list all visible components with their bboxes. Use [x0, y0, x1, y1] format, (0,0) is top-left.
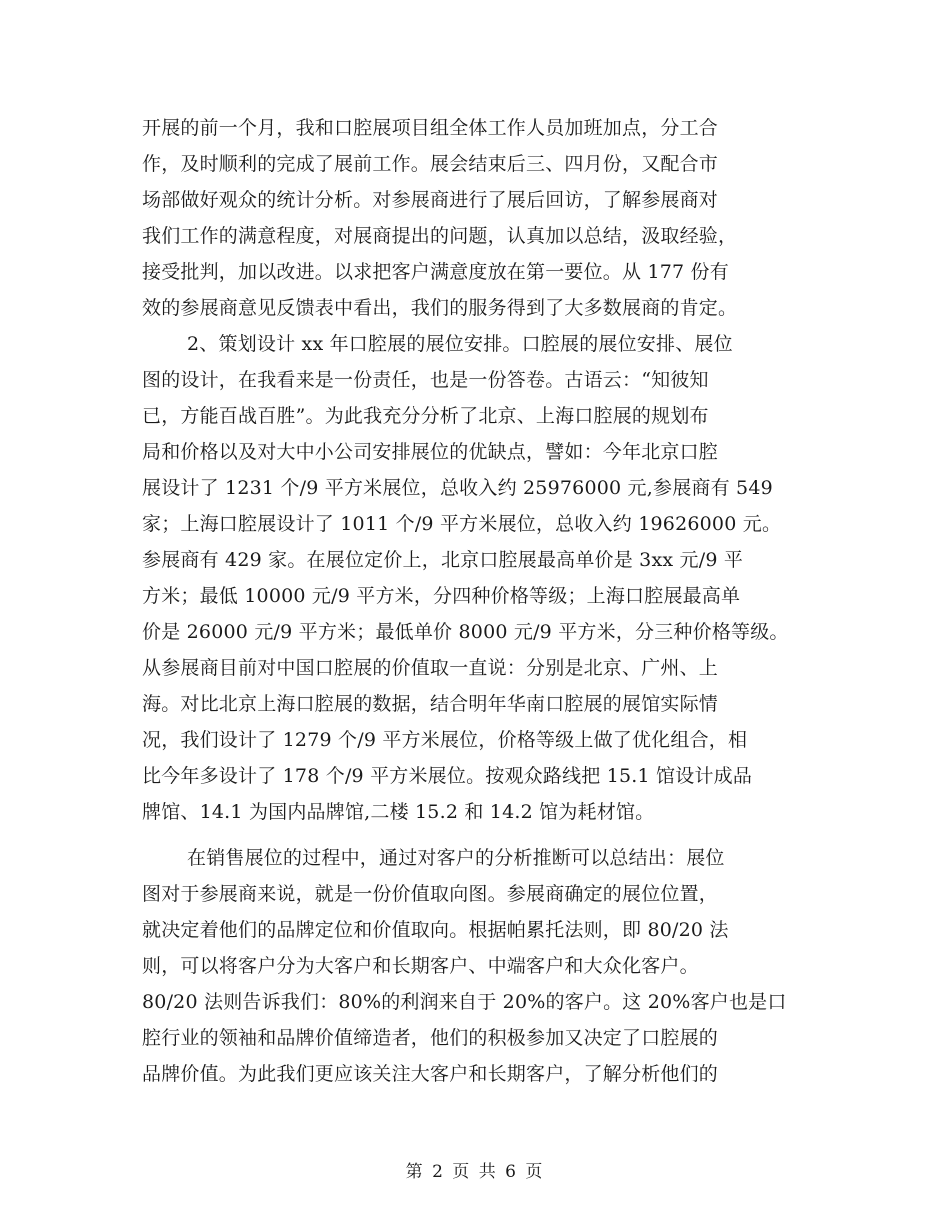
text-line: 从参展商目前对中国口腔展的价值取一直说：分别是北京、广州、上 [142, 657, 719, 679]
text-line: 品牌价值。为此我们更应该关注大客户和长期客户，了解分析他们的 [142, 1063, 719, 1085]
text-line: 家；上海口腔展设计了 1011 个/9 平方米展位，总收入约 19626000 元。 [142, 513, 782, 535]
text-line: 展设计了 1231 个/9 平方米展位，总收入约 25976000 元,参展商有 549 [142, 477, 773, 499]
text-line: 在销售展位的过程中，通过对客户的分析推断可以总结出：展位 [187, 847, 725, 869]
text-line: 方米；最低 10000 元/9 平方米，分四种价格等级；上海口腔展最高单 [142, 585, 741, 607]
text-line: 开展的前一个月，我和口腔展项目组全体工作人员加班加点，分工合 [142, 117, 719, 139]
text-line: 图对于参展商来说，就是一份价值取向图。参展商确定的展位位置， [142, 883, 719, 905]
text-line: 局和价格以及对大中小公司安排展位的优缺点，譬如：今年北京口腔 [142, 441, 719, 463]
text-line: 我们工作的满意程度，对展商提出的问题，认真加以总结，汲取经验， [142, 225, 738, 247]
text-line: 参展商有 429 家。在展位定价上，北京口腔展最高单价是 3xx 元/9 平 [142, 549, 744, 571]
text-line: 效的参展商意见反馈表中看出，我们的服务得到了大多数展商的肯定。 [142, 297, 738, 319]
text-line: 则，可以将客户分为大客户和长期客户、中端客户和大众化客户。 [142, 955, 699, 977]
text-line: 场部做好观众的统计分析。对参展商进行了展后回访，了解参展商对 [142, 189, 719, 211]
text-line: 80/20 法则告诉我们：80%的利润来自于 20%的客户。这 20%客户也是口 [142, 991, 787, 1013]
page-number-footer: 第 2 页 共 6 页 [405, 1162, 545, 1182]
text-line: 牌馆、14.1 为国内品牌馆,二楼 15.2 和 14.2 馆为耗材馆。 [142, 801, 655, 823]
text-line: 就决定着他们的品牌定位和价值取向。根据帕累托法则，即 80/20 法 [142, 919, 729, 941]
text-line: 接受批判，加以改进。以求把客户满意度放在第一要位。从 177 份有 [142, 261, 729, 283]
text-line: 图的设计，在我看来是一份责任，也是一份答卷。古语云：“知彼知 [142, 369, 709, 391]
text-line: 况，我们设计了 1279 个/9 平方米展位，价格等级上做了优化组合，相 [142, 729, 748, 751]
text-line: 腔行业的领袖和品牌价值缔造者，他们的积极参加又决定了口腔展的 [142, 1027, 719, 1049]
text-line: 已，方能百战百胜”。为此我充分分析了北京、上海口腔展的规划布 [142, 405, 709, 427]
text-line: 价是 26000 元/9 平方米；最低单价 8000 元/9 平方米，分三种价格等级。 [142, 621, 789, 643]
text-line: 海。对比北京上海口腔展的数据，结合明年华南口腔展的展馆实际情 [142, 693, 719, 715]
text-line: 2、策划设计 xx 年口腔展的展位安排。口腔展的展位安排、展位 [187, 333, 733, 355]
text-line: 作，及时顺利的完成了展前工作。展会结束后三、四月份，又配合市 [142, 153, 719, 175]
text-line: 比今年多设计了 178 个/9 平方米展位。按观众路线把 15.1 馆设计成品 [142, 765, 753, 787]
